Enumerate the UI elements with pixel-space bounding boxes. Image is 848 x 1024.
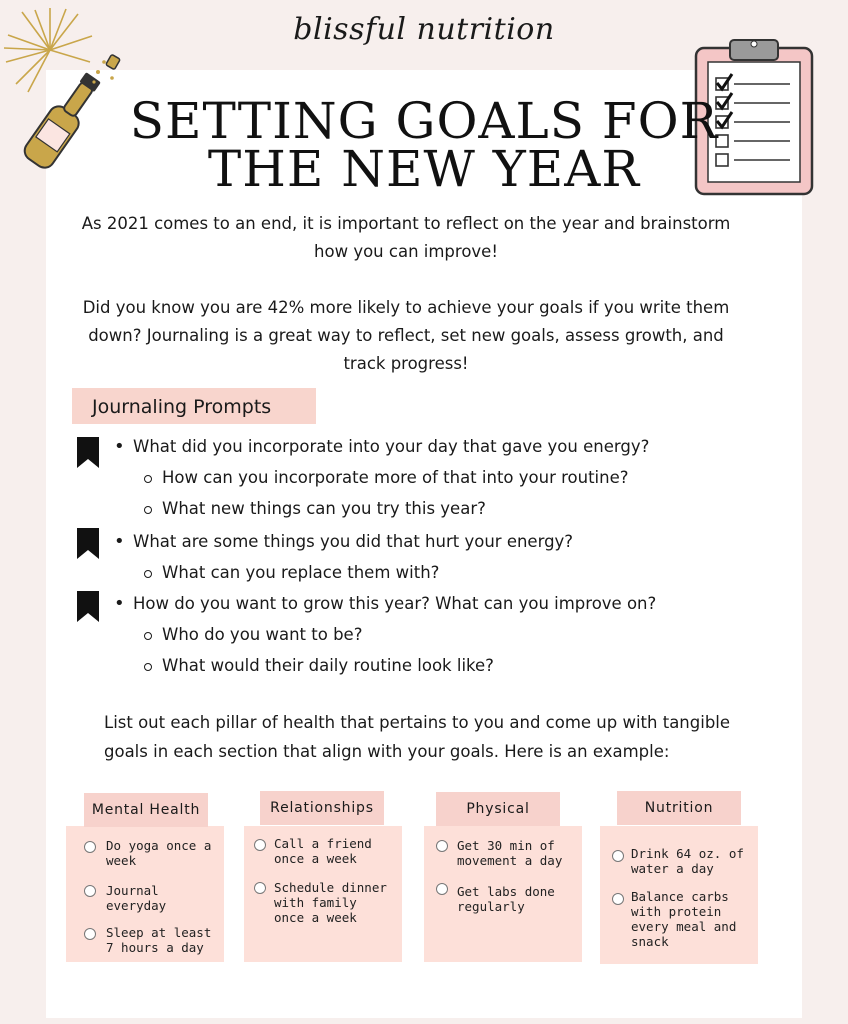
radio-circle-icon[interactable] — [436, 883, 448, 895]
radio-circle-icon[interactable] — [84, 885, 96, 897]
pillar-heading-relationships: Relationships — [260, 791, 384, 825]
prompt-subitem: How can you incorporate more of that into your routine? — [144, 467, 629, 489]
pillars-intro-paragraph: List out each pillar of health that pertains to you and come up with tangible goals in each section that align with your goals. Here is an example: — [104, 713, 731, 761]
bookmark-icon — [77, 591, 99, 622]
radio-circle-icon[interactable] — [84, 928, 96, 940]
prompt-subitem: What would their daily routine look like? — [144, 655, 494, 677]
prompt-subitem: What new things can you try this year? — [144, 498, 486, 520]
intro-paragraph-stat: Did you know you are 42% more likely to achieve your goals if you write them down? Journaling is a great way to reflect, set new goals, assess growth, and track progress! — [82, 298, 730, 373]
radio-circle-icon[interactable] — [254, 839, 266, 851]
pillar-goal-item: Do yoga once a week — [106, 838, 212, 868]
radio-circle-icon[interactable] — [612, 850, 624, 862]
pillar-heading-mental-health: Mental Health — [84, 793, 208, 827]
fireworks-icon — [4, 8, 92, 92]
pillar-goal-item: Get 30 min of movement a day — [457, 838, 563, 868]
prompt-item: • What did you incorporate into your day that gave you energy? — [114, 436, 649, 458]
pillar-goal-item: Journal everyday — [106, 883, 167, 913]
pillar-goal-item: Drink 64 oz. of water a day — [631, 846, 744, 876]
prompt-item: • How do you want to grow this year? What can you improve on? — [114, 593, 656, 615]
bookmark-icon — [77, 528, 99, 559]
pillar-goal-item: Balance carbs with protein every meal and snack — [631, 889, 737, 949]
prompt-item: • What are some things you did that hurt your energy? — [114, 531, 573, 553]
brand-logo-text: blissful nutrition — [293, 12, 555, 47]
bookmark-icon — [77, 437, 99, 468]
radio-circle-icon[interactable] — [254, 882, 266, 894]
prompt-subitem: What can you replace them with? — [144, 562, 439, 584]
pillar-heading-nutrition: Nutrition — [617, 791, 741, 825]
radio-circle-icon[interactable] — [612, 893, 624, 905]
page-title-line2: THE NEW YEAR — [0, 140, 848, 198]
intro-paragraph: As 2021 comes to an end, it is important to reflect on the year and brainstorm how you can improve! — [81, 214, 731, 261]
page-title-line1: SETTING GOALS FOR — [0, 92, 848, 150]
pillar-heading-physical: Physical — [436, 792, 560, 826]
journaling-prompts-heading: Journaling Prompts — [72, 388, 316, 424]
pillar-goal-item: Schedule dinner with family once a week — [274, 880, 387, 925]
prompt-subitem: Who do you want to be? — [144, 624, 362, 646]
pillar-goal-item: Get labs done regularly — [457, 884, 555, 914]
radio-circle-icon[interactable] — [84, 841, 96, 853]
pillar-goal-item: Sleep at least 7 hours a day — [106, 925, 212, 955]
radio-circle-icon[interactable] — [436, 840, 448, 852]
pillar-goal-item: Call a friend once a week — [274, 836, 372, 866]
